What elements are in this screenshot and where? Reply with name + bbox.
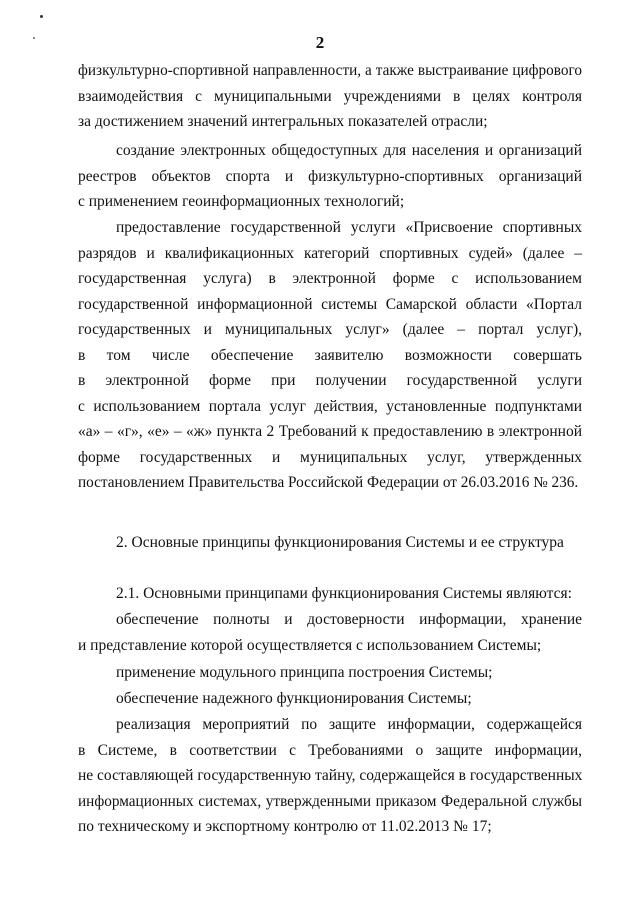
section-heading: 2. Основные принципы функционирования Системы и ее структура (116, 534, 564, 551)
text-line: с применением геоинформационных технологий; (78, 193, 405, 210)
text-line: не составляющей государственную тайну, содержащейся в государственных (78, 767, 583, 784)
paragraph-registries (78, 138, 582, 215)
text-line: «а» – «г», «е» – «ж» пункта 2 Требований к предоставлению в электронной (78, 423, 582, 440)
paragraph-principles-intro (78, 581, 582, 607)
paragraph-modular (78, 660, 582, 686)
text-line: с использованием портала услуг действия, установленные подпунктами (78, 397, 582, 415)
text-line: физкультурно-спортивной направленности, а также выстраивание цифрового (78, 62, 582, 79)
text-line: в Системе, в соответствии с Требованиями о защите информации, (78, 741, 582, 759)
text-line: 2.1. Основными принципами функционирования Системы являются: (116, 585, 572, 602)
scan-speck (40, 15, 43, 18)
text-line: в том числе обеспечение заявителю возможности совершать (78, 346, 582, 364)
text-line: создание электронных общедоступных для населения и организаций (116, 142, 582, 159)
text-line: в электронной форме при получении государственной услуги (78, 372, 582, 389)
text-line: информационных системах, утвержденными приказом Федеральной службы (78, 792, 582, 810)
text-line: разрядов и квалификационных категорий спортивных судей» (далее – (78, 244, 582, 262)
text-line: государственных и муниципальных услуг» (далее – портал услуг), (78, 321, 582, 338)
text-line: по техническому и экспортному контролю от 11.02.2013 № 17; (78, 818, 492, 835)
paragraph-protection (78, 712, 582, 840)
text-line: государственной информационной системы Самарской области «Портал (78, 295, 582, 313)
text-line: государственная услуга) в электронной форме с использованием (78, 270, 582, 287)
paragraph-continuation (78, 58, 582, 135)
text-line: обеспечение надежного функционирования Системы; (116, 690, 472, 707)
text-line: и представление которой осуществляется с использованием Системы; (78, 636, 542, 654)
text-line: взаимодействия с муниципальными учреждениями в целях контроля (78, 87, 582, 105)
text-line: постановлением Правительства Российской Федерации от 26.03.2016 № 236. (78, 474, 579, 491)
text-line: применение модульного принципа построения Системы; (116, 664, 493, 681)
paragraph-state-service (78, 215, 582, 496)
text-line: форме государственных и муниципальных услуг, утвержденных (78, 448, 582, 466)
page-number: 2 (315, 33, 325, 52)
paragraph-completeness (78, 607, 582, 658)
paragraph-reliable (78, 686, 582, 712)
text-line: реализация мероприятий по защите информации, содержащейся (116, 716, 582, 733)
text-line: за достижением значений интегральных показателей отрасли; (78, 113, 488, 130)
text-line: реестров объектов спорта и физкультурно-спортивных организаций (78, 167, 582, 185)
text-line: обеспечение полноты и достоверности информации, хранение (116, 611, 582, 628)
text-line: предоставление государственной услуги «Присвоение спортивных (116, 219, 582, 236)
